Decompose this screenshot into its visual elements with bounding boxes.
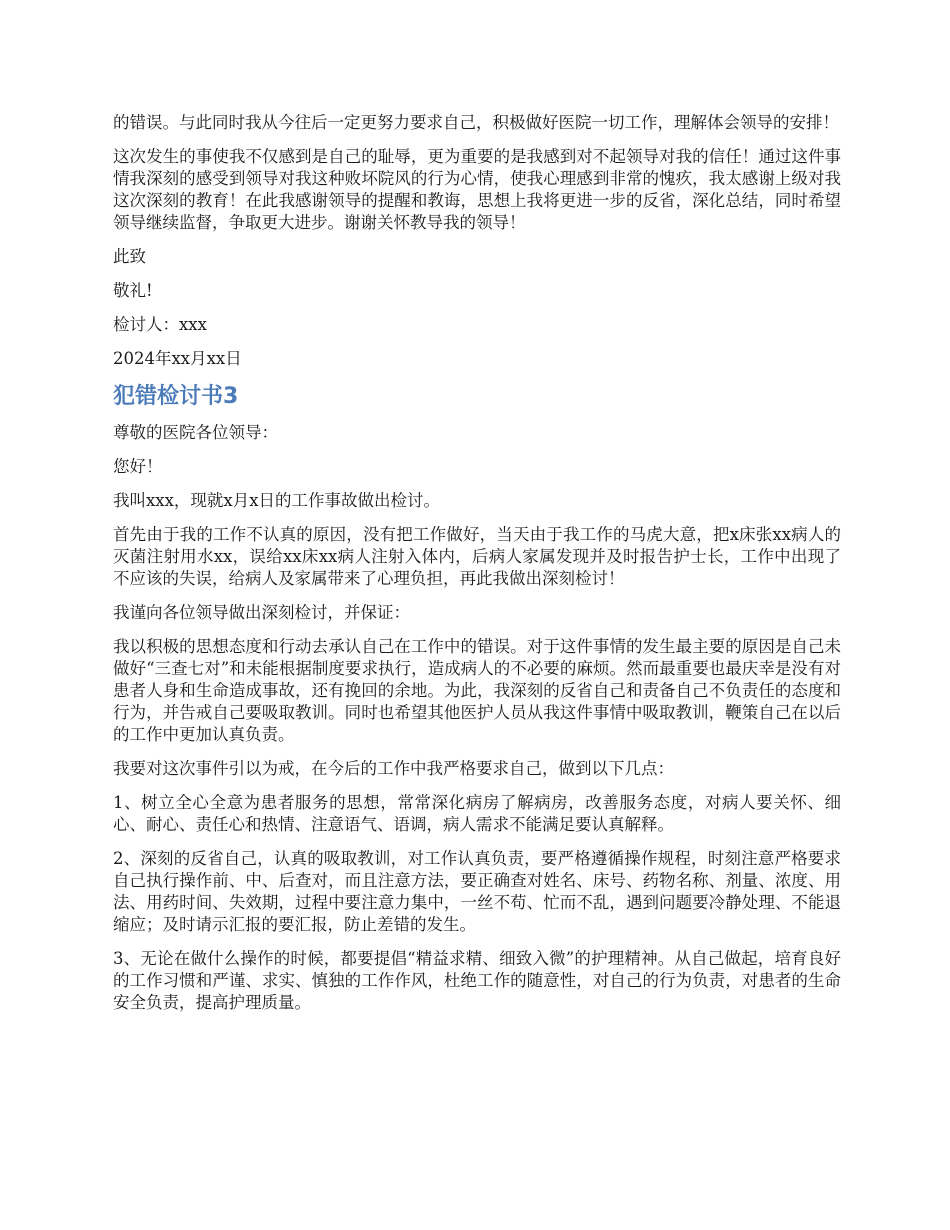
document-page (113, 112, 841, 1026)
paragraph: 我以积极的思想态度和行动去承认自己在工作中的错误。对于这件事情的发生最主要的原因是自己未做好“三查七对”和未能根据制度要求执行，造成病人的不必要的麻烦。然而最重要也最庆幸是没有对患者人身和生命造成事故，还有挽回的余地。为此，我深刻的反省自己和责备自己不负责任的态度和行为，并告戒自己要吸取教训。同时也希望其他医护人员从我这件事情中吸取教训，鞭策自己在以后的工作中更加认真负责。 (113, 637, 841, 744)
paragraph: 这次发生的事使我不仅感到是自己的耻辱，更为重要的是我感到对不起领导对我的信任！通过这件事情我深刻的感受到领导对我这种败坏院风的行为心情，使我心理感到非常的愧疚，我太感谢上级对我这次深刻的教育！在此我感谢领导的提醒和教诲，思想上我将更进一步的反省，深化总结，同时希望领导继续监督，争取更大进步。谢谢关怀教导我的领导！ (113, 147, 841, 232)
paragraph: 我谨向各位领导做出深刻检讨，并保证： (113, 603, 410, 622)
closing-respect: 敬礼! (113, 281, 153, 300)
date: 2024年xx月xx日 (113, 349, 242, 368)
list-item: 1、树立全心全意为患者服务的思想，常常深化病房了解病房，改善服务态度，对病人要关怀、细心、耐心、责任心和热情、注意语气、语调，病人需求不能满足要认真解释。 (113, 793, 841, 834)
greeting-recipient: 尊敬的医院各位领导： (113, 423, 278, 442)
paragraph: 我要对这次事件引以为戒，在今后的工作中我严格要求自己，做到以下几点： (113, 759, 674, 778)
paragraph: 的错误。与此同时我从今往后一定更努力要求自己，积极做好医院一切工作，理解体会领导的安排！ (113, 113, 839, 132)
list-item: 3、无论在做什么操作的时候，都要提倡“精益求精、细致入微”的护理精神。从自己做起，培育良好的工作习惯和严谨、求实、慎独的工作作风，杜绝工作的随意性，对自己的行为负责，对患者的生命安全负责，提高护理质量。 (113, 949, 841, 1012)
signature: 检讨人：xxx (113, 315, 207, 334)
paragraph: 首先由于我的工作不认真的原因，没有把工作做好，当天由于我工作的马虎大意，把x床张xx病人的灭菌注射用水xx，误给xx床xx病人注射入体内，后病人家属发现并及时报告护士长，工作中出现了不应该的失误，给病人及家属带来了心理负担，再此我做出深刻检讨！ (113, 525, 841, 588)
greeting: 您好！ (113, 457, 163, 476)
paragraph: 我叫xxx，现就x月x日的工作事故做出检讨。 (113, 491, 441, 510)
closing-salutation: 此致 (113, 247, 146, 266)
list-item: 2、深刻的反省自己，认真的吸取教训，对工作认真负责，要严格遵循操作规程，时刻注意严格要求自己执行操作前、中、后查对，而且注意方法，要正确查对姓名、床号、药物名称、剂量、浓度、用法、用药时间、失效期，过程中要注意力集中，一丝不苟、忙而不乱，遇到问题要冷静处理、不能退缩应；及时请示汇报的要汇报，防止差错的发生。 (113, 849, 841, 934)
section-heading: 犯错检讨书3 (113, 384, 239, 409)
